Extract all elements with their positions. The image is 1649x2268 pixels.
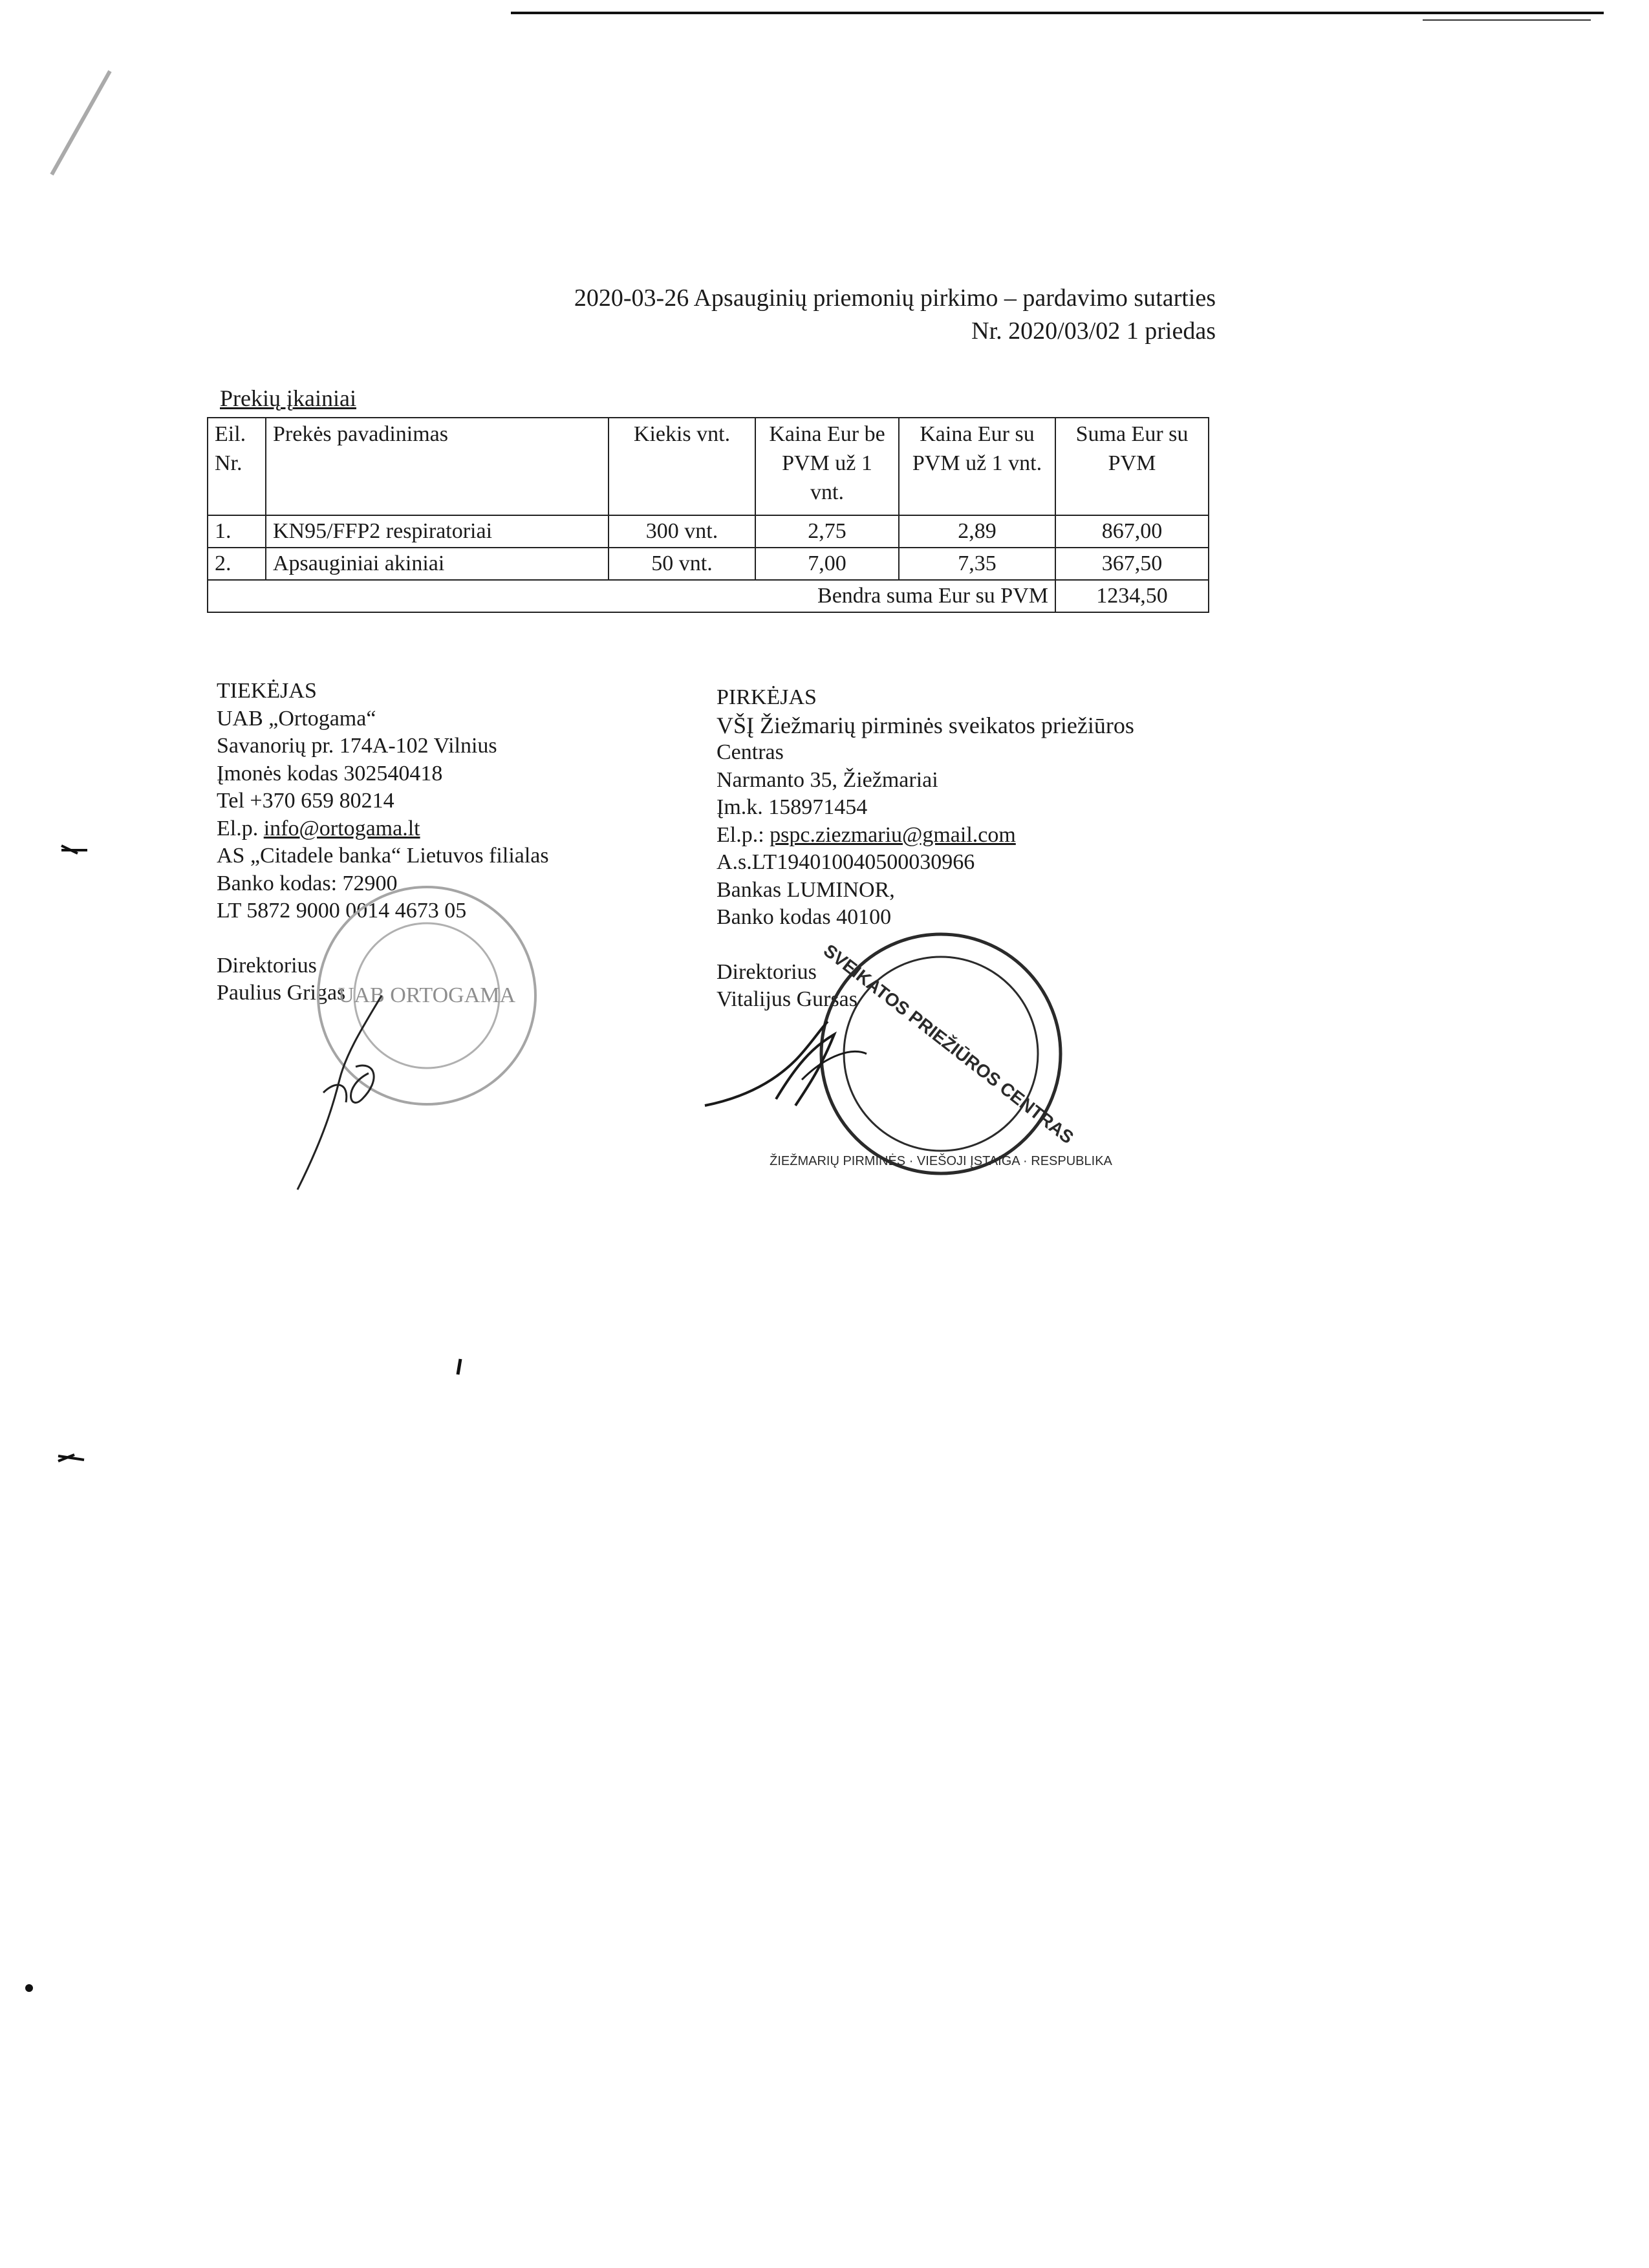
buyer-name: VŠĮ Žiežmarių pirminės sveikatos priežiūros (717, 712, 1134, 738)
col-header-price-inc-vat: Kaina Eur su PVM už 1 vnt. (899, 418, 1055, 515)
supplier-role: TIEKĖJAS (217, 679, 317, 703)
cell-name: Apsauginiai akiniai (266, 548, 609, 580)
scan-mark-icon (55, 1448, 87, 1468)
buyer-email-line (717, 822, 1134, 850)
supplier-email-link[interactable]: info@ortogama.lt (263, 816, 420, 840)
scan-mark-icon (58, 840, 91, 860)
cell-nr: 2. (208, 548, 266, 580)
cell-price-ex-vat: 2,75 (755, 515, 899, 548)
cell-qty: 300 vnt. (609, 515, 755, 548)
supplier-bank-code: Banko kodas: 72900 (217, 871, 398, 895)
col-header-name: Prekės pavadinimas (266, 418, 609, 515)
scan-edge-line (1423, 19, 1591, 21)
supplier-signer-name: Paulius Grigas (217, 981, 346, 1005)
supplier-email-line (217, 815, 549, 843)
total-value: 1234,50 (1055, 580, 1209, 612)
col-header-nr: Eil. Nr. (208, 418, 266, 515)
cell-price-inc-vat: 2,89 (899, 515, 1055, 548)
buyer-address: Narmanto 35, Žiežmariai (717, 767, 938, 792)
buyer-signature-icon (698, 1009, 905, 1125)
cell-sum: 867,00 (1055, 515, 1209, 548)
supplier-stamp-text: UAB ORTOGAMA (338, 983, 516, 1007)
buyer-stamp-ring-text: ŽIEŽMARIŲ PIRMINĖS · VIEŠOJI ĮSTAIGA · RESPUBLIKA (770, 1154, 1112, 1168)
scan-mark-icon (39, 65, 123, 181)
price-section-title: Prekių įkainiai (220, 385, 356, 411)
buyer-bank-code: Banko kodas 40100 (717, 905, 892, 929)
cell-name: KN95/FFP2 respiratoriai (266, 515, 609, 548)
buyer-name-cont: Centras (717, 740, 784, 764)
table-header-row (208, 418, 1209, 515)
col-header-qty: Kiekis vnt. (609, 418, 755, 515)
buyer-account: A.s.LT194010040500030966 (717, 850, 975, 874)
cell-price-ex-vat: 7,00 (755, 548, 899, 580)
table-row (208, 515, 1209, 548)
supplier-address: Savanorių pr. 174A-102 Vilnius (217, 734, 497, 758)
supplier-bank: AS „Citadele banka“ Lietuvos filialas (217, 844, 549, 868)
buyer-email-link[interactable]: pspc.ziezmariu@gmail.com (770, 822, 1016, 847)
scan-edge-line (511, 12, 1604, 14)
supplier-signer-title: Direktorius (217, 953, 317, 978)
supplier-name: UAB „Ortogama“ (217, 706, 376, 731)
cell-sum: 367,50 (1055, 548, 1209, 580)
supplier-account: LT 5872 9000 0014 4673 05 (217, 899, 467, 923)
buyer-bank: Bankas LUMINOR, (717, 877, 895, 902)
supplier-email-label: El.p. (217, 816, 264, 840)
buyer-company-code: Įm.k. 158971454 (717, 795, 868, 819)
buyer-signer-name: Vitalijus Gursas (717, 987, 857, 1011)
appendix-number: Nr. 2020/03/02 1 priedas (971, 317, 1216, 345)
total-label: Bendra suma Eur su PVM (208, 580, 1055, 612)
scan-mark-icon (453, 1358, 466, 1377)
table-total-row (208, 580, 1209, 612)
buyer-stamp-center-text: SVEIKATOS PRIEŽIŪROS CENTRAS (819, 940, 1078, 1148)
table-row (208, 548, 1209, 580)
col-header-price-ex-vat: Kaina Eur be PVM už 1 vnt. (755, 418, 899, 515)
cell-qty: 50 vnt. (609, 548, 755, 580)
buyer-email-label: El.p.: (717, 822, 770, 847)
price-table (207, 417, 1209, 613)
col-header-sum: Suma Eur su PVM (1055, 418, 1209, 515)
buyer-role: PIRKĖJAS (717, 685, 817, 709)
supplier-signature-icon (285, 970, 453, 1203)
contract-title: 2020-03-26 Apsauginių priemonių pirkimo – pardavimo sutarties (574, 284, 1216, 312)
buyer-signer-title: Direktorius (717, 959, 817, 984)
scan-mark-icon (23, 1982, 36, 1995)
supplier-phone: Tel +370 659 80214 (217, 789, 394, 813)
cell-price-inc-vat: 7,35 (899, 548, 1055, 580)
supplier-company-code: Įmonės kodas 302540418 (217, 761, 443, 786)
cell-nr: 1. (208, 515, 266, 548)
